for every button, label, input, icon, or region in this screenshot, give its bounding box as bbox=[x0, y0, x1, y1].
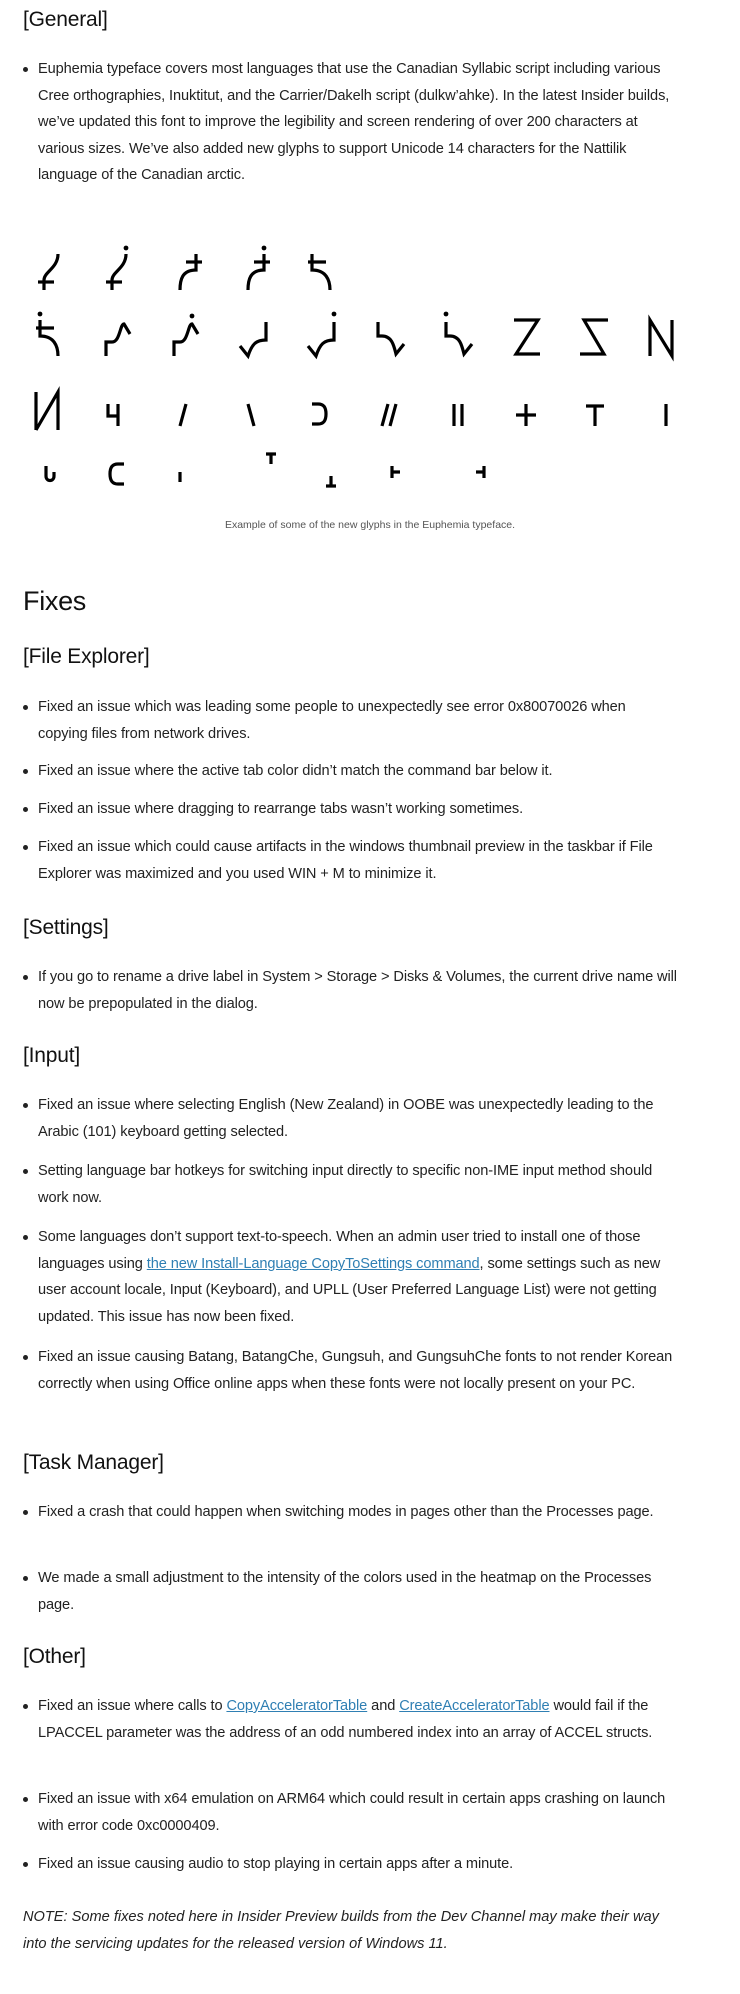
list-item: Fixed a crash that could happen when switching modes in pages other than the Processes page. bbox=[38, 1499, 678, 1526]
syllabic-glyph-dot-icon bbox=[438, 316, 482, 360]
syllabic-glyph-short-bar-icon bbox=[166, 452, 210, 496]
syllabic-glyph-icon bbox=[30, 250, 74, 294]
syllabic-glyph-small-left-tee-icon bbox=[462, 456, 506, 500]
bullet-icon bbox=[23, 845, 28, 850]
syllabic-glyph-dot-icon bbox=[302, 316, 346, 360]
syllabic-glyph-z-icon bbox=[506, 316, 550, 360]
syllabic-glyph-small-inverted-t-icon bbox=[314, 466, 358, 510]
create-accelerator-table-link[interactable]: CreateAcceleratorTable bbox=[399, 1698, 550, 1714]
section-heading-general: [General] bbox=[23, 8, 108, 31]
syllabic-glyph-slash-icon bbox=[166, 392, 210, 436]
page-heading-fixes: Fixes bbox=[23, 586, 87, 616]
syllabic-glyph-bar-icon bbox=[642, 392, 686, 436]
bullet-icon bbox=[23, 1510, 28, 1515]
syllabic-glyph-icon bbox=[234, 316, 278, 360]
list-item: Fixed an issue where dragging to rearrange tabs wasn’t working sometimes. bbox=[38, 796, 678, 823]
list-item: Setting language bar hotkeys for switching input directly to specific non-IME input method should work now. bbox=[38, 1158, 678, 1211]
syllabic-glyph-hook-icon bbox=[30, 452, 74, 496]
bullet-icon bbox=[23, 769, 28, 774]
bullet-icon bbox=[23, 807, 28, 812]
syllabic-glyph-reversed-c-icon bbox=[302, 392, 346, 436]
syllabic-glyph-double-bar-icon bbox=[438, 392, 482, 436]
list-item: Fixed an issue which was leading some people to unexpectedly see error 0x80070026 when copying files from network drives. bbox=[38, 694, 678, 747]
bullet-icon bbox=[23, 1103, 28, 1108]
syllabic-glyph-plus-icon bbox=[506, 392, 550, 436]
figure-caption: Example of some of the new glyphs in the Euphemia typeface. bbox=[224, 519, 516, 531]
list-item-tts: Some languages don’t support text-to-speech. When an admin user tried to install one of those languages using the new Install-Language CopyToSettings command, some settings such as new user account locale, Input (Keyboard), and UPLL (User Preferred Language List) were not getting updated. This issue has now been fixed. bbox=[38, 1224, 678, 1330]
syllabic-glyph-double-slash-icon bbox=[370, 392, 414, 436]
bullet-icon bbox=[23, 1235, 28, 1240]
syllabic-glyph-icon bbox=[166, 250, 210, 294]
bullet-icon bbox=[23, 1576, 28, 1581]
syllabic-glyph-small-t-icon bbox=[254, 444, 298, 488]
install-language-link[interactable]: the new Install-Language CopyToSettings command bbox=[146, 1255, 480, 1272]
syllabic-glyph-sigma-icon bbox=[574, 316, 618, 360]
section-heading-input: [Input] bbox=[23, 1044, 80, 1067]
list-item: Fixed an issue where the active tab color didn’t match the command bar below it. bbox=[38, 758, 678, 785]
syllabic-glyph-dot-icon bbox=[166, 316, 210, 360]
syllabic-glyph-n-icon bbox=[642, 316, 686, 360]
bullet-icon bbox=[23, 1797, 28, 1802]
bullet-icon bbox=[23, 705, 28, 710]
bullet-icon bbox=[23, 975, 28, 980]
bullet-icon bbox=[23, 67, 28, 72]
syllabic-glyph-icon bbox=[370, 316, 414, 360]
footnote: NOTE: Some fixes noted here in Insider Preview builds from the Dev Channel may make their way into the servicing updates for the released version of Windows 11. bbox=[23, 1909, 659, 1952]
section-heading-other: [Other] bbox=[23, 1645, 86, 1668]
bullet-icon bbox=[23, 1862, 28, 1867]
section-heading-settings: [Settings] bbox=[23, 916, 109, 939]
copy-accelerator-table-link[interactable]: CopyAcceleratorTable bbox=[226, 1698, 368, 1714]
syllabic-glyph-t-icon bbox=[574, 392, 618, 436]
list-item: Fixed an issue which could cause artifacts in the windows thumbnail preview in the taskbar if File Explorer was maximized and you used WIN + M to minimize it. bbox=[38, 834, 678, 887]
list-item: Fixed an issue with x64 emulation on ARM64 which could result in certain apps crashing on launch with error code 0xc0000409. bbox=[38, 1786, 678, 1839]
syllabic-glyph-backslash-icon bbox=[234, 392, 278, 436]
syllabic-glyph-icon bbox=[98, 316, 142, 360]
bullet-icon bbox=[23, 1704, 28, 1709]
list-item: Fixed an issue where selecting English (New Zealand) in OOBE was unexpectedly leading to the Arabic (101) keyboard getting selected. bbox=[38, 1092, 678, 1145]
list-item-accelerator: Fixed an issue where calls to CopyAcceleratorTable and CreateAcceleratorTable would fail if the LPACCEL parameter was the address of an odd numbered index into an array of ACCEL structs. bbox=[38, 1693, 678, 1746]
syllabic-glyph-icon bbox=[302, 250, 346, 294]
bullet-icon bbox=[23, 1355, 28, 1360]
syllabic-glyph-dot-icon bbox=[234, 250, 278, 294]
syllabic-glyph-che-icon bbox=[98, 392, 142, 436]
list-item: Fixed an issue causing Batang, BatangChe, Gungsuh, and GungsuhChe fonts to not render Korean correctly when using Office online apps when these fonts were not locally present on your PC. bbox=[38, 1344, 678, 1397]
section-heading-file-explorer: [File Explorer] bbox=[23, 645, 150, 668]
list-item: We made a small adjustment to the intensity of the colors used in the heatmap on the Processes page. bbox=[38, 1565, 678, 1618]
list-item: Fixed an issue causing audio to stop playing in certain apps after a minute. bbox=[38, 1851, 678, 1878]
syllabic-glyph-dot-icon bbox=[30, 316, 74, 360]
syllabic-glyph-reversed-n-icon bbox=[30, 386, 74, 430]
syllabic-glyph-c-icon bbox=[98, 452, 142, 496]
bullet-icon bbox=[23, 1169, 28, 1174]
list-item: If you go to rename a drive label in System > Storage > Disks & Volumes, the current drive name will now be prepopulated in the dialog. bbox=[38, 964, 678, 1017]
syllabic-glyph-small-right-tee-icon bbox=[378, 456, 422, 500]
section-heading-task-manager: [Task Manager] bbox=[23, 1451, 164, 1474]
list-item-euphemia: Euphemia typeface covers most languages that use the Canadian Syllabic script including various Cree orthographies, Inuktitut, and the Carrier/Dakelh script (dulkw’ahke). In the latest Insider builds, we’ve updated this font to improve the legibility and screen rendering of over 200 characters at various sizes. We’ve also added new glyphs to support Unicode 14 characters for the Nattilik language of the Canadian arctic. bbox=[38, 56, 678, 189]
syllabic-glyph-dot-icon bbox=[98, 250, 142, 294]
